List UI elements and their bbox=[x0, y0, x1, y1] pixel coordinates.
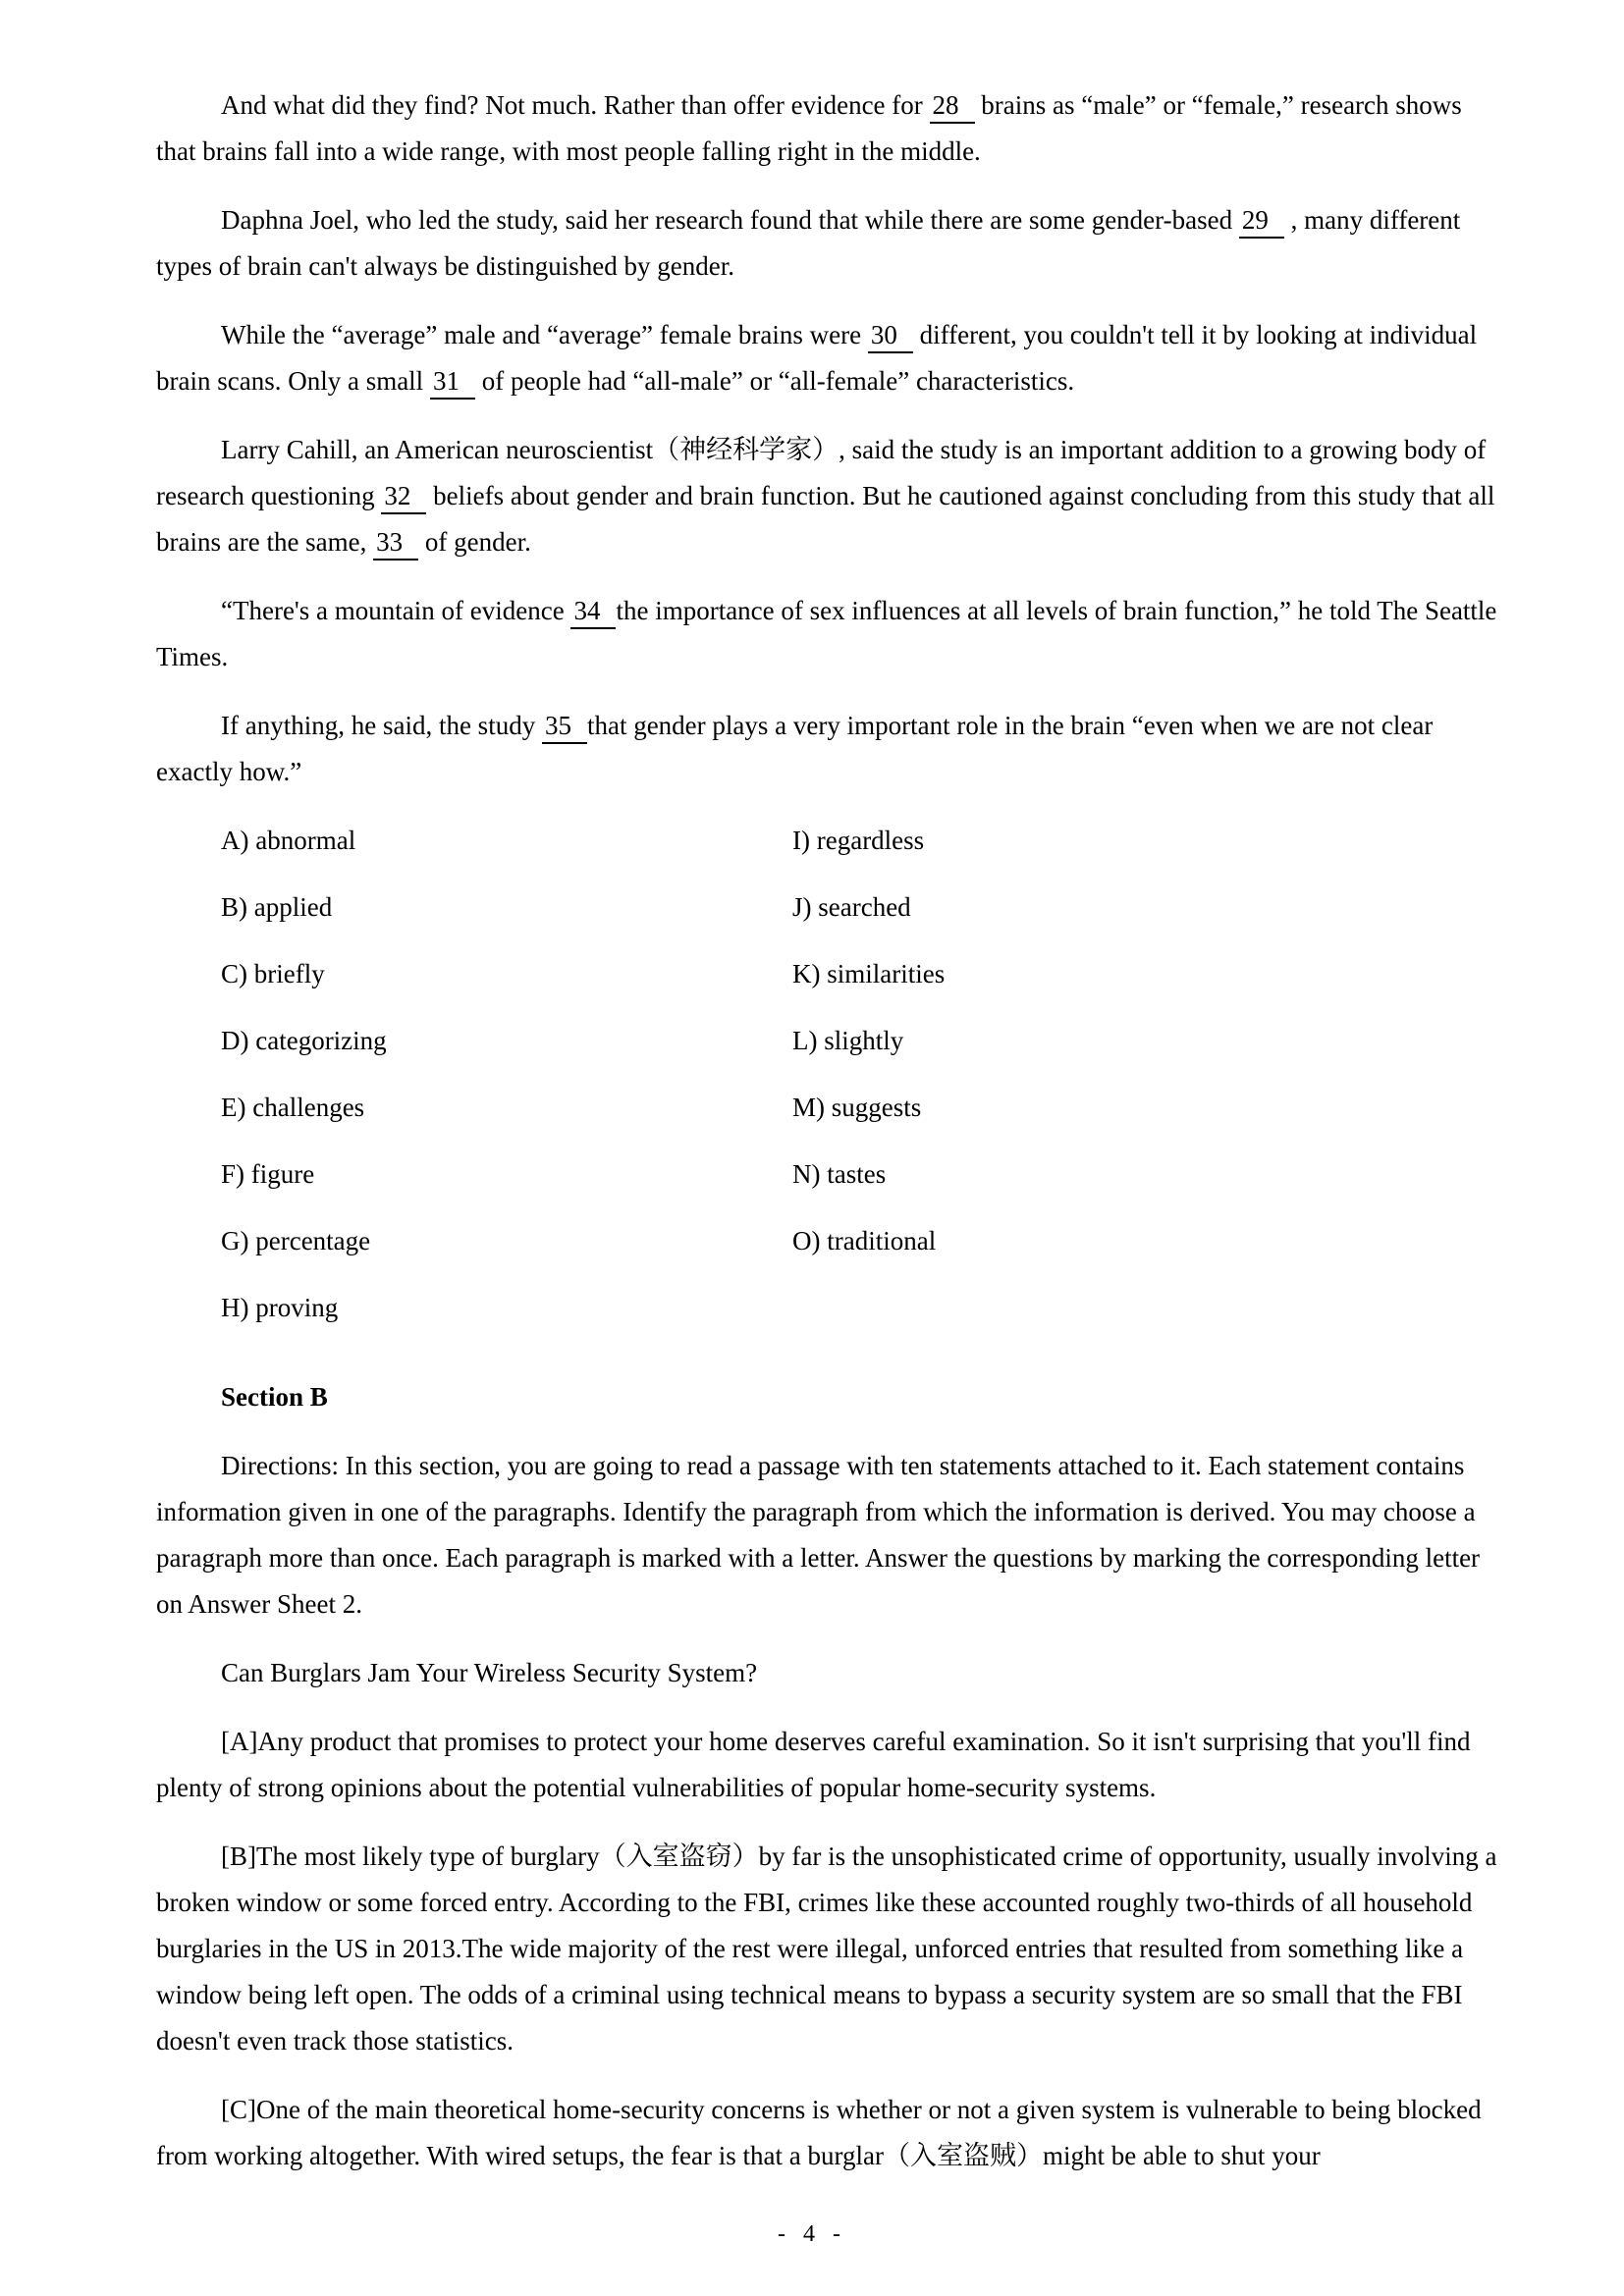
paragraph-text: beliefs about gender and brain function. But he cautioned against concluding from this study that all brains are the same, bbox=[156, 481, 1495, 557]
option-n: N) tastes bbox=[792, 1159, 887, 1189]
option-j: J) searched bbox=[792, 892, 911, 922]
paragraph-text: “There's a mountain of evidence bbox=[221, 596, 571, 625]
cloze-blank-29: 29 bbox=[1239, 203, 1284, 239]
cloze-blank-31: 31 bbox=[430, 364, 475, 400]
cloze-paragraph-6 bbox=[156, 703, 1500, 795]
option-e: E) challenges bbox=[221, 1093, 365, 1122]
cloze-blank-30: 30 bbox=[868, 318, 913, 353]
paragraph-text: If anything, he said, the study bbox=[221, 711, 542, 740]
page-number: - 4 - bbox=[778, 2221, 846, 2247]
cloze-blank-32: 32 bbox=[381, 479, 426, 514]
option-d: D) categorizing bbox=[221, 1026, 387, 1055]
option-f: F) figure bbox=[221, 1159, 315, 1189]
passage-paragraph-a: [A]Any product that promises to protect your home deserves careful examination. So it isn't surprising that you'll find plenty of strong opinions about the potential vulnerabilities of popular home-security systems. bbox=[156, 1727, 1471, 1802]
paragraph-text: While the “average” male and “average” female brains were bbox=[221, 320, 868, 349]
paragraph-text: the importance of sex influences at all levels of brain function,” he told The Seattle Times. bbox=[156, 596, 1497, 671]
section-b-heading: Section B bbox=[221, 1382, 328, 1412]
option-c: C) briefly bbox=[221, 959, 325, 988]
option-b: B) applied bbox=[221, 892, 333, 922]
cloze-paragraph-1 bbox=[156, 82, 1500, 175]
option-h: H) proving bbox=[221, 1293, 339, 1322]
cloze-blank-34: 34 bbox=[570, 594, 616, 629]
cloze-blank-28: 28 bbox=[930, 88, 975, 124]
paragraph-text: Daphna Joel, who led the study, said her research found that while there are some gender-based bbox=[221, 205, 1239, 235]
option-g: G) percentage bbox=[221, 1226, 371, 1255]
passage-title: Can Burglars Jam Your Wireless Security System? bbox=[221, 1658, 758, 1687]
cloze-paragraph-4 bbox=[156, 427, 1500, 565]
option-k: K) similarities bbox=[792, 959, 946, 988]
cloze-paragraph-2 bbox=[156, 197, 1500, 290]
paragraph-text: of people had “all-male” or “all-female” characteristics. bbox=[474, 366, 1075, 396]
paragraph-text: that gender plays a very important role in the brain “even when we are not clear exactly how.” bbox=[156, 711, 1434, 786]
paragraph-text: , many different types of brain can't always be distinguished by gender. bbox=[156, 205, 1461, 281]
option-o: O) traditional bbox=[792, 1226, 937, 1255]
paragraph-text: brains as “male” or “female,” research shows that brains fall into a wide range, with most people falling right in the middle. bbox=[156, 90, 1462, 166]
passage-paragraph-b: [B]The most likely type of burglary（入室盗窃）by far is the unsophisticated crime of opportunity, usually involving a broken window or some forced entry. According to the FBI, crimes like these accounted roughly two-thirds of all household burglaries in the US in 2013.The wide majority of the rest were illegal, unforced entries that resulted from something like a window being left open. The odds of a criminal using technical means to bypass a security system are so small that the FBI doesn't even track those statistics. bbox=[156, 1842, 1497, 2056]
word-bank bbox=[221, 818, 1500, 1352]
paragraph-text: And what did they find? Not much. Rather than offer evidence for bbox=[221, 90, 930, 120]
cloze-blank-33: 33 bbox=[373, 525, 418, 561]
option-l: L) slightly bbox=[792, 1026, 904, 1055]
paragraph-text: of gender. bbox=[418, 527, 531, 557]
option-i: I) regardless bbox=[792, 826, 925, 855]
paragraph-text: Larry Cahill, an American neuroscientist（神经科学家）, said the study is an important addition to a growing body of research questioning bbox=[156, 435, 1487, 510]
option-a: A) abnormal bbox=[221, 826, 356, 855]
cloze-paragraph-3 bbox=[156, 312, 1500, 404]
section-b-directions: Directions: In this section, you are going to read a passage with ten statements attached to it. Each statement contains information given in one of the paragraphs. Identify the paragraph from which the information is derived. You may choose a paragraph more than once. Each paragraph is marked with a letter. Answer the questions by marking the corresponding letter on Answer Sheet 2. bbox=[156, 1451, 1481, 1619]
passage-paragraph-c: [C]One of the main theoretical home-security concerns is whether or not a given system is vulnerable to being blocked from working altogether. With wired setups, the fear is that a burglar（入室盗贼）might be able to shut your bbox=[156, 2095, 1482, 2170]
option-m: M) suggests bbox=[792, 1093, 922, 1122]
paragraph-text: different, you couldn't tell it by looking at individual brain scans. Only a small bbox=[156, 320, 1478, 396]
cloze-paragraph-5 bbox=[156, 588, 1500, 680]
cloze-blank-35: 35 bbox=[542, 709, 587, 744]
